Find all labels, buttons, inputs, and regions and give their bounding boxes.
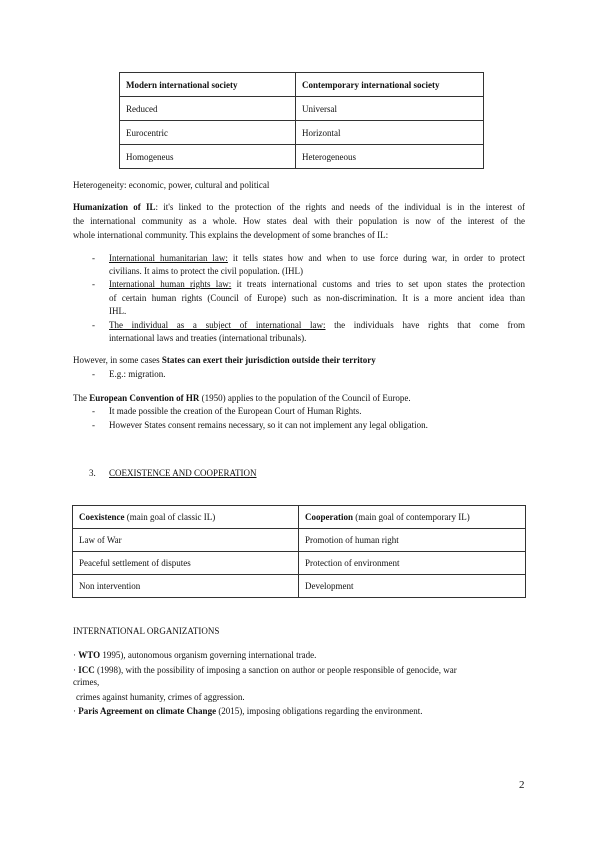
table-cell: Homogeneus xyxy=(120,145,296,169)
table-cell: Non intervention xyxy=(73,575,299,598)
table-cell: Universal xyxy=(296,97,484,121)
table-header xyxy=(299,506,526,529)
text: it treats international customs and tries to set upon states the protection xyxy=(231,279,525,289)
branch-line xyxy=(109,279,525,290)
table-header: Contemporary international society xyxy=(296,73,484,97)
branch-line: IHL. xyxy=(109,306,127,316)
org-bold: ICC xyxy=(78,665,95,675)
table-cell: Protection of environment xyxy=(299,552,526,575)
bullet-dash: - xyxy=(92,279,95,289)
humanization-line: whole international community. This explains the development of some branches of IL: xyxy=(73,230,389,240)
text: it tells states how and when to use force during war, in order to protect xyxy=(227,253,525,263)
org-item-cont: crimes, xyxy=(73,677,100,687)
branch-label: The individual as a subject of international law: xyxy=(109,320,326,330)
bullet-dash: - xyxy=(92,406,95,416)
jurisdiction-line xyxy=(73,355,525,366)
text: : it's linked to the protection of the rights and needs of the individual is in the interest of xyxy=(155,202,526,212)
humanization-line xyxy=(73,202,525,213)
branch-line xyxy=(109,253,525,264)
society-comparison-table xyxy=(119,72,484,169)
branch-label: International humanitarian law: xyxy=(109,253,228,263)
table-cell: Law of War xyxy=(73,529,299,552)
table-cell: Heterogeneous xyxy=(296,145,484,169)
orgs-title: INTERNATIONAL ORGANIZATIONS xyxy=(73,626,220,636)
bullet-dash: - xyxy=(92,320,95,330)
text: (main goal of contemporary IL) xyxy=(353,512,470,522)
org-item: · WTO 1995), autonomous organism governing international trade. xyxy=(73,650,317,660)
bullet-dash: - xyxy=(92,420,95,430)
table-cell: Eurocentric xyxy=(120,121,296,145)
jurisdiction-bullet: E.g.: migration. xyxy=(109,369,166,379)
coexistence-cooperation-table xyxy=(72,505,526,598)
table-header xyxy=(73,506,299,529)
text: (1950) applies to the population of the Council of Europe. xyxy=(199,393,411,403)
text: (2015), imposing obligations regarding the environment. xyxy=(216,706,423,716)
page-number: 2 xyxy=(519,779,525,791)
org-item: · ICC (1998), with the possibility of imposing a sanction on author or people responsible of genocide, war xyxy=(73,665,457,675)
header-bold: Cooperation xyxy=(305,512,353,522)
branch-line: international laws and treaties (international tribunals). xyxy=(109,333,307,343)
branch-label: International human rights law: xyxy=(109,279,232,289)
table-header: Modern international society xyxy=(120,73,296,97)
table-cell: Development xyxy=(299,575,526,598)
humanization-title: Humanization of IL xyxy=(73,202,156,212)
table-cell: Horizontal xyxy=(296,121,484,145)
text: (main goal of classic IL) xyxy=(124,512,216,522)
branch-line: of certain human rights (Council of Europe) such as non-discrimination. It is a more ancient idea than xyxy=(109,293,525,303)
bullet-dash: - xyxy=(92,369,95,379)
text: (1998), with the possibility of imposing a sanction on author or people responsible of genocide, war xyxy=(94,665,457,675)
bullet-dash: - xyxy=(92,253,95,263)
text: The xyxy=(73,393,90,403)
table-cell: Promotion of human right xyxy=(299,529,526,552)
org-bold: Paris Agreement on climate Change xyxy=(78,706,217,716)
branch-line: civilians. It aims to protect the civil population. (IHL) xyxy=(109,266,303,276)
convention-bullet: It made possible the creation of the European Court of Human Rights. xyxy=(109,406,362,416)
table-cell: Reduced xyxy=(120,97,296,121)
convention-bullet: However States consent remains necessary, so it can not implement any legal obligation. xyxy=(109,420,428,430)
text: the individuals have rights that come from xyxy=(325,320,526,330)
header-bold: Coexistence xyxy=(79,512,125,522)
text: However, in some cases xyxy=(73,355,162,365)
section-number: 3. xyxy=(89,468,96,478)
convention-bold: European Convention of HR xyxy=(89,393,200,403)
convention-line xyxy=(73,393,525,404)
branch-line xyxy=(109,320,525,331)
text: 1995), autonomous organism governing international trade. xyxy=(100,650,317,660)
section-title: COEXISTENCE AND COOPERATION xyxy=(109,468,257,478)
table-cell: Peaceful settlement of disputes xyxy=(73,552,299,575)
org-item-cont: crimes against humanity, crimes of aggression. xyxy=(76,692,245,702)
heterogeneity-line: Heterogeneity: economic, power, cultural and political xyxy=(73,180,270,190)
jurisdiction-bold: States can exert their jurisdiction outside their territory xyxy=(161,355,376,365)
org-bold: WTO xyxy=(78,650,101,660)
humanization-line: the international community as a whole. How states deal with their population is now of the interest of the xyxy=(73,216,525,226)
org-item: · Paris Agreement on climate Change (2015), imposing obligations regarding the environment. xyxy=(73,706,423,716)
